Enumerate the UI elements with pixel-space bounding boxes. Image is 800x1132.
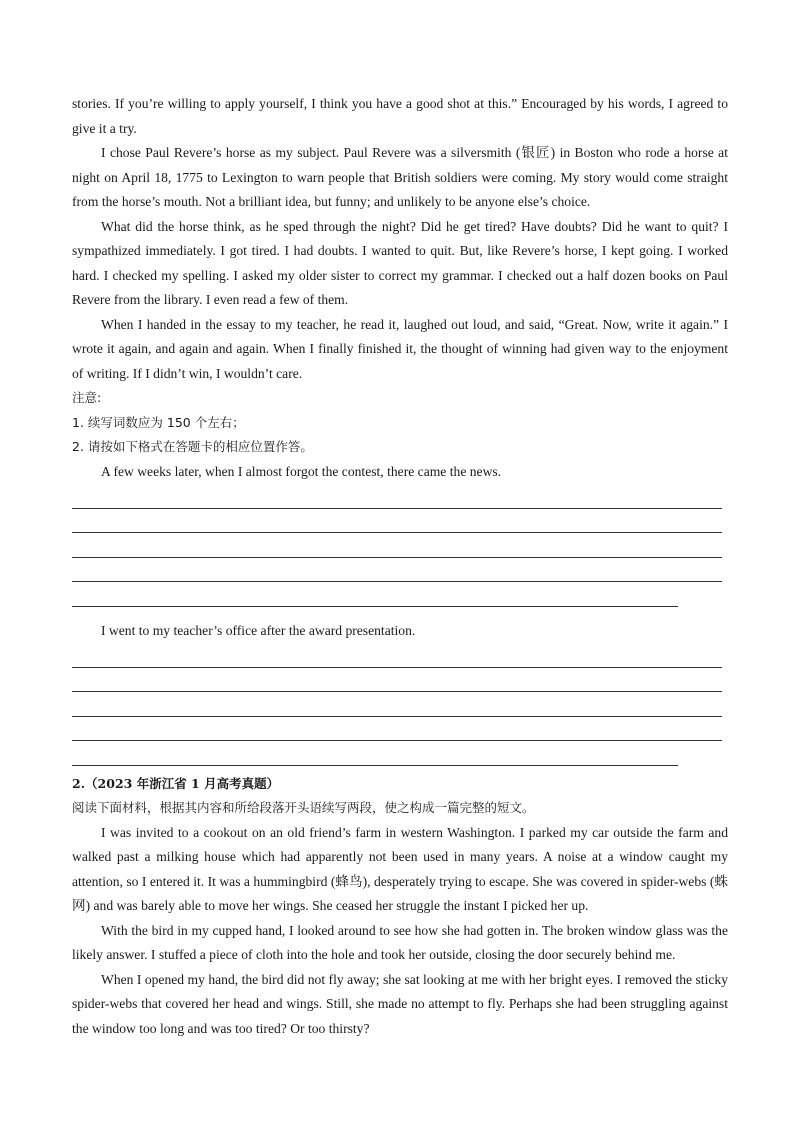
writing-line[interactable]	[72, 509, 722, 534]
passage-paragraph: I chose Paul Revere’s horse as my subject. Paul Revere was a silversmith (银匠) in Boston who rode a horse at night on April 18, 1775 to Lexington to warn people that British soldiers were coming. My story would come straight from the horse’s mouth. Not a brilliant idea, but funny; and unlikely to be anyone else’s choice.	[72, 145, 728, 209]
passage-paragraph: With the bird in my cupped hand, I looked around to see how she had gotten in. The broken window glass was the likely answer. I stuffed a piece of cloth into the hole and took her outside, closing the door securely behind me.	[72, 922, 728, 962]
continuation-prompt: I went to my teacher’s office after the award presentation.	[101, 622, 416, 638]
writing-line[interactable]	[72, 484, 722, 509]
writing-line[interactable]	[72, 643, 722, 668]
notes-item: 1. 续写词数应为 150 个左右；	[72, 414, 245, 430]
continuation-prompt: A few weeks later, when I almost forgot the contest, there came the news.	[101, 463, 502, 479]
question-heading: 2.（2023 年浙江省 1 月高考真题）	[72, 775, 280, 791]
document-page	[72, 92, 728, 1041]
notes-title: 注意:	[72, 390, 102, 405]
passage-paragraph: I was invited to a cookout on an old friend’s farm in western Washington. I parked my car outside the farm and walked past a milking house which had apparently not been used in many years. A noise at a window caught my attention, so I entered it. It was a hummingbird (蜂鸟), desperately trying to escape. She was covered in spider-webs (蛛网) and was barely able to move her wings. She ceased her struggle the instant I picked her up.	[72, 824, 728, 913]
writing-line[interactable]	[72, 533, 722, 558]
passage-paragraph: stories. If you’re willing to apply yourself, I think you have a good shot at this.” Encouraged by his words, I agreed to give it a try.	[72, 96, 728, 136]
writing-line[interactable]	[72, 582, 678, 607]
answer-lines	[72, 484, 728, 607]
writing-line[interactable]	[72, 741, 678, 766]
answer-lines	[72, 643, 728, 766]
writing-line[interactable]	[72, 717, 722, 742]
writing-line[interactable]	[72, 692, 722, 717]
notes-item: 2. 请按如下格式在答题卡的相应位置作答。	[72, 439, 313, 454]
writing-line[interactable]	[72, 558, 722, 583]
passage-paragraph: When I opened my hand, the bird did not fly away; she sat looking at me with her bright eyes. I removed the sticky spider-webs that covered her head and wings. Still, she made no attempt to fly. Perhaps she had been struggling against the window too long and was too tired? Or too thirsty?	[72, 971, 728, 1036]
question-instruction: 阅读下面材料，根据其内容和所给段落开头语续写两段，使之构成一篇完整的短文。	[72, 800, 535, 815]
passage-paragraph: When I handed in the essay to my teacher, he read it, laughed out loud, and said, “Great. Now, write it again.” I wrote it again, and again and again. When I finally finished it, the thought of winning had given way to the enjoyment of writing. If I didn’t win, I wouldn’t care.	[72, 316, 728, 381]
passage-paragraph: What did the horse think, as he sped through the night? Did he get tired? Have doubts? Did he want to quit? I sympathized immediately. I got tired. I had doubts. I wanted to quit. But, like Revere’s horse, I kept going. I worked hard. I checked my spelling. I asked my older sister to correct my grammar. I checked out a half dozen books on Paul Revere from the library. I even read a few of them.	[72, 218, 728, 307]
writing-line[interactable]	[72, 668, 722, 693]
